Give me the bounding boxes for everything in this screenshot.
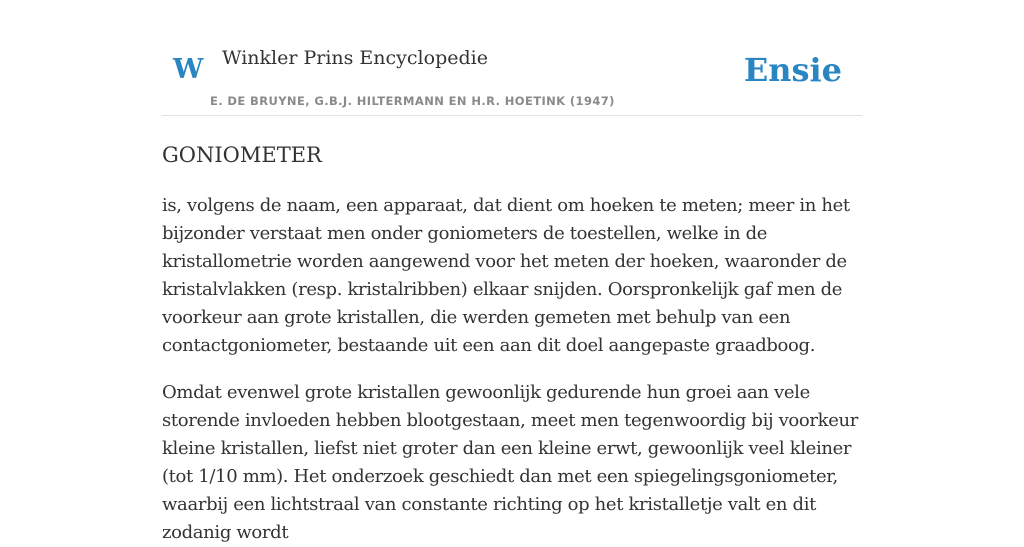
article-paragraph: Omdat evenwel grote kristallen gewoonlijk gedurende hun groei aan vele storende invloeden hebben blootgestaan, meet men tegenwoordig bij voorkeur kleine kristallen, liefst niet groter dan een kleine erwt, gewoonlijk veel kleiner (tot 1/10 mm). Het onderzoek geschiedt dan met een spiegelingsgoniometer, waarbij een lichtstraal van constante richting op het kristalletje valt en dit zodanig wordt [162,382,859,543]
source-title[interactable]: Winkler Prins Encyclopedie [222,47,488,69]
source-header [162,0,862,116]
ensie-logo-link[interactable]: Ensie [743,51,842,89]
article-paragraph: is, volgens de naam, een apparaat, dat dient om hoeken te meten; meer in het bijzonder verstaat men onder goniometers de toestellen, welke in de kristallometrie worden aangewend voor het meten der hoeken, waaronder de kristalvlakken (resp. kristalribben) elkaar snijden. Oorspronkelijk gaf men de voorkeur aan grote kristallen, die werden gemeten met behulp van een contactgoniometer, bestaande uit een aan dit doel aangepaste graadboog. [162,195,850,356]
article-headword: GONIOMETER [162,143,322,167]
source-logo-icon: W [173,54,204,85]
article-container [162,0,862,547]
source-authors: E. DE BRUYNE, G.B.J. HILTERMANN EN H.R. HOETINK (1947) [210,94,615,108]
